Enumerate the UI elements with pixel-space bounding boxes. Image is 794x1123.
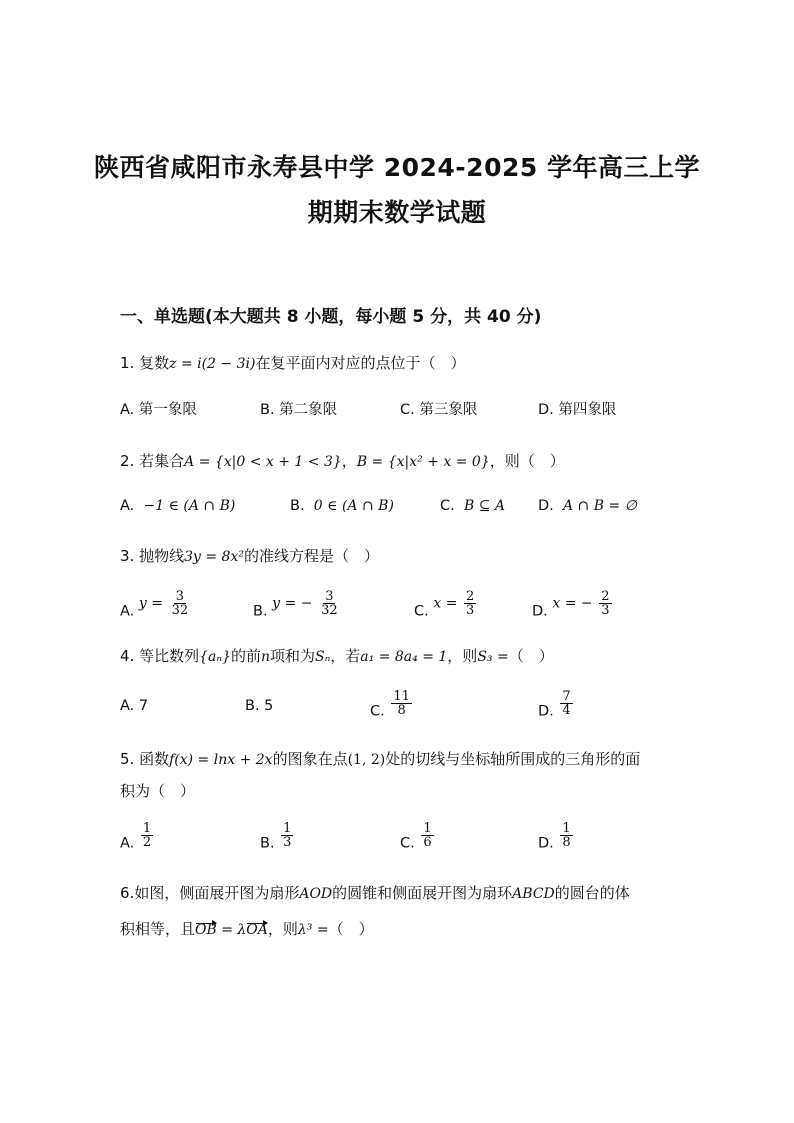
question-text: 抛物线 [139, 547, 185, 565]
question-text: ，若 [330, 647, 361, 665]
math-expression: 3y = 8x² [184, 549, 244, 565]
option-math: y = − [272, 595, 313, 612]
question-text: 处的切线与坐标轴所围成的三角形的面 [385, 750, 641, 768]
question-number: 1. [120, 354, 135, 372]
question-6-line2 [120, 918, 374, 939]
fraction: $\frac{1}{3}$ [283, 821, 292, 850]
fraction: $\frac{2}{3}$ [601, 589, 610, 618]
question-text: 复数 [139, 354, 170, 372]
option-label: D. [532, 603, 548, 620]
q2-option-b [290, 498, 394, 514]
option-math: x = − [552, 595, 593, 612]
fraction: $\frac{11}{8}$ [393, 689, 410, 718]
question-text: 项和为 [270, 647, 316, 665]
sector-aod: AOD [299, 886, 333, 902]
variable-n: n [260, 649, 270, 665]
question-text: 的圆锥和侧面展开图为扇环 [332, 884, 513, 902]
question-text: 的前 [230, 647, 261, 665]
q5-option-d [538, 822, 575, 852]
question-1 [120, 352, 465, 373]
option-label: C. [400, 835, 415, 852]
question-text: 函数 [139, 750, 170, 768]
sector-ring-abcd: ABCD [512, 886, 555, 902]
fraction: $\frac{7}{4}$ [562, 689, 571, 718]
q3-option-c [414, 590, 478, 620]
q3-option-b [253, 590, 342, 620]
q1-option-d: D. 第四象限 [538, 402, 617, 418]
option-math: y = [138, 595, 163, 612]
question-text: 如图，侧面展开图为扇形 [134, 884, 300, 902]
option-label: B. [253, 603, 268, 620]
question-text: ，则 [267, 920, 298, 938]
option-math: −1 ∈ (A ∩ B) [143, 498, 236, 514]
option-math: 0 ∈ (A ∩ B) [313, 498, 394, 514]
option-label: B. [290, 498, 305, 514]
question-6 [120, 882, 630, 903]
fraction: $\frac{1}{8}$ [562, 821, 571, 850]
option-label: C. [370, 703, 385, 720]
separator: ， [341, 452, 357, 470]
question-number: 3. [120, 547, 135, 565]
condition: a₁ = 8a₄ = 1 [360, 649, 448, 665]
q4-option-b: B. 5 [245, 698, 274, 714]
q2-option-a [120, 498, 235, 514]
q5-option-b [260, 822, 295, 852]
set-a: A = {x|0 < x + 1 < 3} [184, 454, 342, 470]
section-heading: 一、单选题(本大题共 8 小题，每小题 5 分，共 40 分) [120, 307, 542, 327]
q1-option-b: B. 第二象限 [260, 402, 338, 418]
fraction: $\frac{3}{32}$ [171, 589, 189, 618]
option-label: A. [120, 603, 135, 620]
q1-option-c: C. 第三象限 [400, 402, 478, 418]
option-math: x = [433, 595, 458, 612]
option-label: D. [538, 498, 554, 514]
vector-oa: OA [246, 922, 268, 938]
math-expression: z = i(2 − 3i) [169, 356, 256, 372]
question-number: 6. [120, 884, 135, 902]
vector-ob: OB [195, 922, 217, 938]
sum-s3: S₃ = [477, 649, 509, 665]
q4-option-c [370, 690, 414, 720]
sequence: {aₙ} [199, 649, 231, 665]
fraction: $\frac{3}{32}$ [321, 589, 338, 618]
question-text: 的图象在点 [272, 750, 348, 768]
fraction: $\frac{2}{3}$ [466, 589, 475, 618]
option-label: C. [414, 603, 429, 620]
option-math: B ⊆ A [463, 498, 505, 514]
option-label: A. [120, 498, 135, 514]
question-text: ，则 [447, 647, 478, 665]
q4-option-a: A. 7 [120, 698, 149, 714]
fraction: $\frac{1}{6}$ [423, 821, 432, 850]
question-5 [120, 748, 640, 769]
function-expression: f(x) = lnx + 2x [169, 752, 273, 768]
question-number: 4. [120, 647, 135, 665]
question-text: 积相等，且 [120, 920, 196, 938]
document-title-line1: 陕西省咸阳市永寿县中学 2024-2025 学年高三上学 [94, 153, 700, 182]
q2-option-c [440, 498, 505, 514]
question-4 [120, 645, 554, 666]
q3-option-a [120, 590, 192, 620]
option-label: B. [260, 835, 275, 852]
question-text: 在复平面内对应的点位于（ ） [255, 354, 466, 372]
option-label: C. [440, 498, 455, 514]
lambda-cubed: λ³ = [297, 922, 329, 938]
question-number: 5. [120, 750, 135, 768]
option-label: D. [538, 835, 554, 852]
sum-sn: Sₙ [315, 649, 331, 665]
q1-option-a: A. 第一象限 [120, 402, 197, 418]
question-text: 的准线方程是（ ） [243, 547, 379, 565]
q5-option-a [120, 822, 155, 852]
question-text: 若集合 [139, 452, 185, 470]
question-number: 2. [120, 452, 135, 470]
question-2 [120, 450, 565, 471]
q3-option-d [532, 590, 614, 620]
question-text: 等比数列 [139, 647, 200, 665]
set-b: B = {x|x² + x = 0} [356, 454, 490, 470]
option-label: D. [538, 703, 554, 720]
document-title-line2: 期期末数学试题 [307, 198, 487, 227]
equals-lambda: = λ [216, 922, 247, 938]
option-label: A. [120, 835, 135, 852]
question-text: （ ） [328, 920, 374, 938]
question-text: ，则（ ） [489, 452, 565, 470]
q4-option-d [538, 690, 575, 720]
question-3 [120, 545, 379, 566]
question-text: （ ） [508, 647, 554, 665]
question-5-line2: 积为（ ） [120, 782, 196, 800]
q5-option-c [400, 822, 436, 852]
fraction: $\frac{1}{2}$ [142, 821, 152, 850]
point: (1, 2) [347, 752, 386, 768]
question-text: 的圆台的体 [554, 884, 630, 902]
option-math: A ∩ B = ∅ [563, 498, 637, 514]
q2-option-d [538, 498, 637, 514]
